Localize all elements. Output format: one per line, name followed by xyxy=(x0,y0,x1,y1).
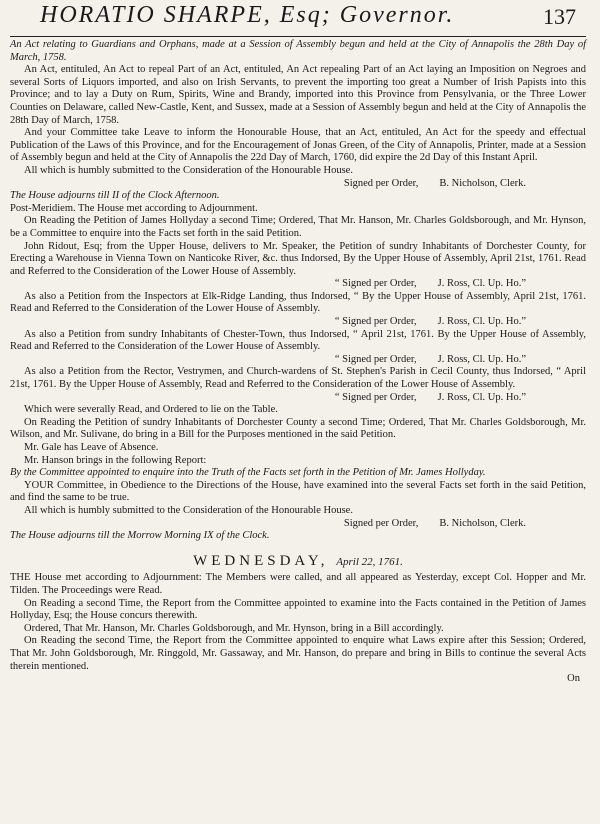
paragraph: THE House met according to Adjournment: The Members were called, and all appeared as Yesterday, except Col. Hopper and Mr. Tilden. The Proceedings were Read. xyxy=(10,572,586,596)
signature-line: “ Signed per Order, J. Ross, Cl. Up. Ho.” xyxy=(334,316,526,328)
paragraph: On Reading the second Time, the Report from the Committee appointed to enquire what Laws expire after this Session; Ordered, That Mr. John Goldsborough, Mr. Ringgold, Mr. Gassaway, and Mr. Hanson, do prepare and bring in Bills to continue the several Acts therein mentioned. xyxy=(10,635,586,672)
paragraph: As also a Petition from the Inspectors at Elk-Ridge Landing, thus Indorsed, “ By the Upper House of Assembly, April 21st, 1761. Read and Referred to the Consideration of the Lower House of Assembly. xyxy=(10,290,586,315)
paragraph: An Act relating to Guardians and Orphans, made at a Session of Assembly begun and held at the City of Annapolis the 28th Day of March, 1758. xyxy=(10,39,586,63)
day-name: WEDNESDAY, xyxy=(193,552,329,569)
report-heading: By the Committee appointed to enquire into the Truth of the Facts set forth in the Petition of Mr. James Hollyday. xyxy=(10,467,486,479)
paragraph: Ordered, That Mr. Hanson, Mr. Charles Goldsborough, and Mr. Hynson, bring in a Bill accordingly. xyxy=(24,622,444,634)
paragraph: On Reading a second Time, the Report from the Committee appointed to examine into the Facts contained in the Petition of James Hollyday, Esq; the House concurs therewith. xyxy=(10,597,586,622)
adjournment-note: The House adjourns till II of the Clock Afternoon. xyxy=(10,190,220,202)
signature-line: Signed per Order, B. Nicholson, Clerk. xyxy=(343,517,526,529)
running-head: HORATIO SHARPE, Esq; Governor. xyxy=(40,2,455,28)
paragraph: All which is humbly submitted to the Consideration of the Honourable House. xyxy=(24,164,353,176)
paragraph: Mr. Hanson brings in the following Report: xyxy=(24,454,207,466)
paragraph: On Reading the Petition of sundry Inhabitants of Dorchester County a second Time; Ordered, That Mr. Charles Goldsborough, Mr. Wilson, and Mr. Sulivane, do bring in a Bill for the Purposes mentioned in the said Petition. xyxy=(10,416,586,441)
paragraph: YOUR Committee, in Obedience to the Directions of the House, have examined into the several Facts set forth in the said Petition, and find the same to be true. xyxy=(10,479,586,504)
day-date: April 22, 1761. xyxy=(336,555,403,568)
signature-line: “ Signed per Order, J. Ross, Cl. Up. Ho.” xyxy=(334,353,526,365)
paragraph: And your Committee take Leave to inform the Honourable House, that an Act, entituled, An Act for the speedy and effectual Publication of the Laws of this Province, and for the Encouragement of Jonas Green, of the City of Annapolis, Printer, made at a Session of Assembly begun and held at the City of Annapolis the 22d Day of March, 1760, did expire the 2d Day of this Instant April. xyxy=(10,127,586,164)
catchword: On xyxy=(567,673,580,685)
adjournment-note: The House adjourns till the Morrow Morning IX of the Clock. xyxy=(10,530,270,542)
paragraph: Mr. Gale has Leave of Absence. xyxy=(24,442,159,453)
page-body xyxy=(10,39,586,686)
paragraph: On Reading the Petition of James Hollyday a second Time; Ordered, That Mr. Hanson, Mr. Charles Goldsborough, and Mr. Hynson, be a Committee to enquire into the Facts set forth in the said Petition. xyxy=(10,215,586,239)
signature-line: “ Signed per Order, J. Ross, Cl. Up. Ho.” xyxy=(334,391,526,403)
paragraph: John Ridout, Esq; from the Upper House, delivers to Mr. Speaker, the Petition of sundry Inhabitants of Dorchester County, for Erecting a Warehouse in Vienna Town on Nanticoke River, &c. thus Indorsed, By the Upper House of Assembly, April 21st, 1761. Read and Referred to the Consideration of the Lower House of Assembly. xyxy=(10,240,586,277)
paragraph: Post-Meridiem. The House met according to Adjournment. xyxy=(10,202,258,214)
paragraph: As also a Petition from sundry Inhabitants of Chester-Town, thus Indorsed, “ April 21st, 1761. By the Upper House of Assembly, Read and Referred to the Consideration of the Lower House of Assembly. xyxy=(10,328,586,353)
day-heading xyxy=(10,552,586,569)
paragraph: Which were severally Read, and Ordered to lie on the Table. xyxy=(24,404,278,416)
signature-line: “ Signed per Order, J. Ross, Cl. Up. Ho.” xyxy=(334,278,526,290)
page-header xyxy=(10,0,586,37)
paragraph: All which is humbly submitted to the Consideration of the Honourable House. xyxy=(24,504,353,516)
paragraph: An Act, entituled, An Act to repeal Part of an Act, entituled, An Act repealing Part of an Act laying an Imposition on Negroes and several Sorts of Liquors imported, and also on Irish Servants, to prevent the importing too great a Number of Irish Papists into this Province; and to lay a Duty on Rum, Spirits, Wine and Brandy, imported into this Province from Pensylvania, or the Three Lower Counties on Delaware, called New-Castle, Kent, and Sussex, made at a Session of Assembly begun and held at the City of Annapolis the 28th Day of March, 1758. xyxy=(10,64,586,126)
paragraph: As also a Petition from the Rector, Vestrymen, and Church-wardens of St. Stephen's Parish in Cecil County, thus Indorsed, “ April 21st, 1761. By the Upper House of Assembly, Read and Referred to the Consideration of the Lower House of Assembly. xyxy=(10,366,586,391)
signature-line: Signed per Order, B. Nicholson, Clerk. xyxy=(343,177,526,189)
page-number: 137 xyxy=(543,4,576,29)
